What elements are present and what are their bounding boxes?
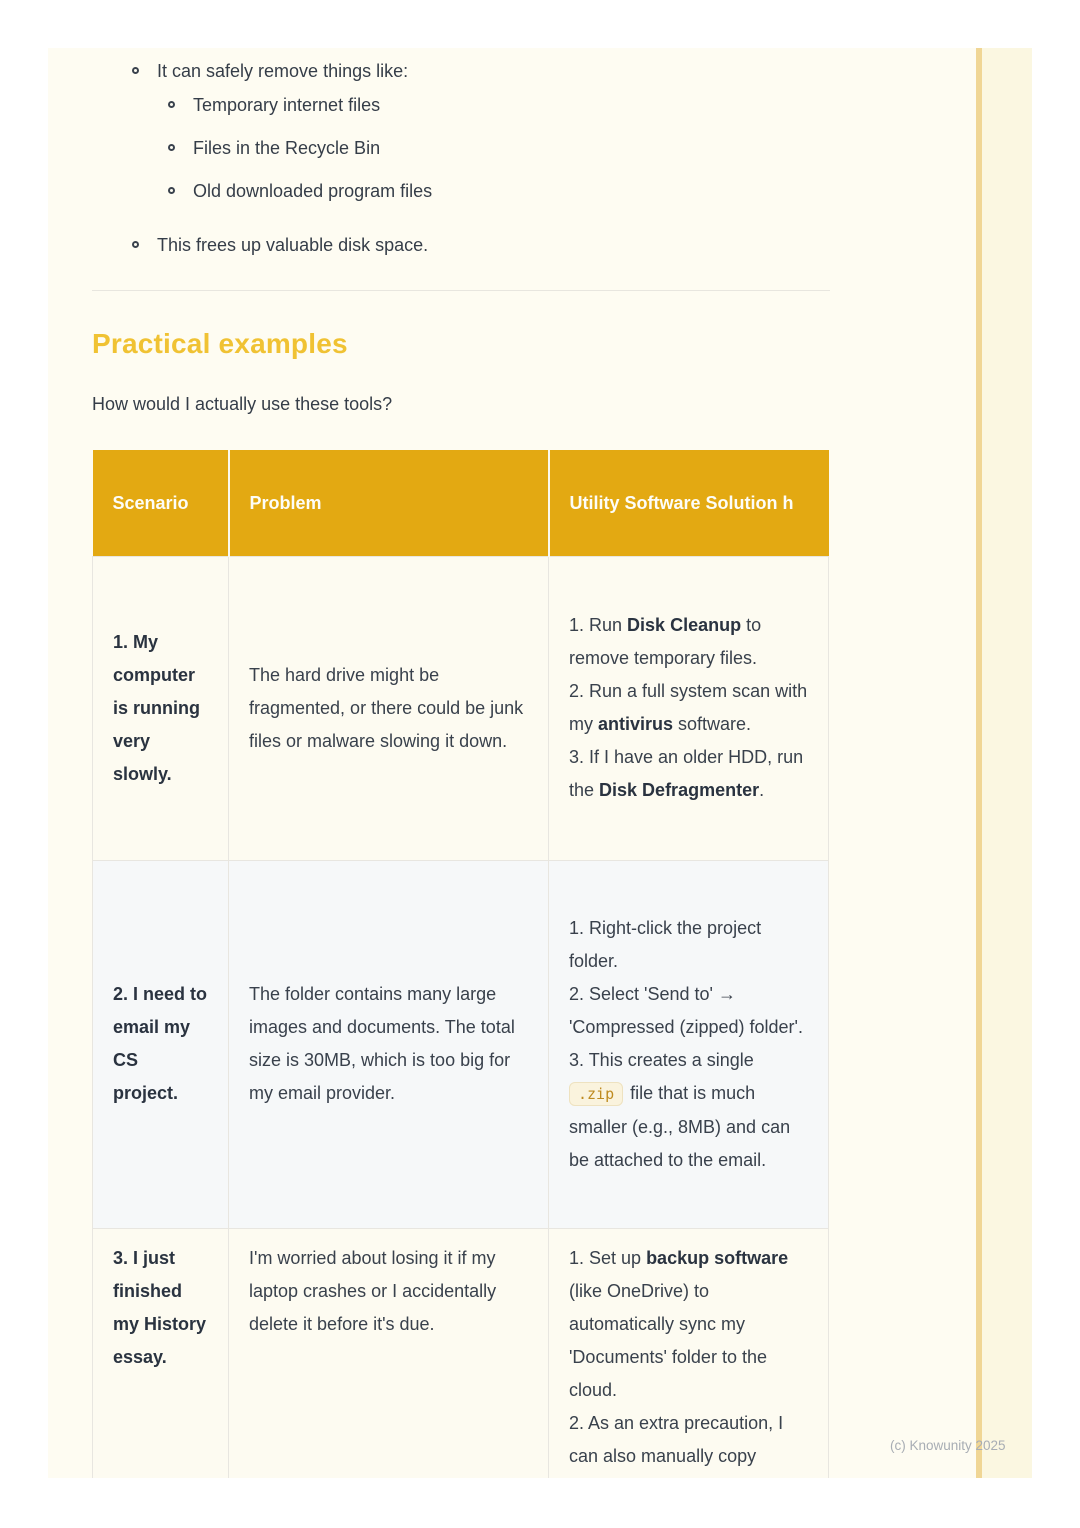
bullet-icon: [168, 144, 175, 151]
table-header: [93, 450, 829, 556]
problem-cell: The folder contains many large images and documents. The total size is 30MB, which is too big for my email provider.: [229, 860, 549, 1228]
list-item: [168, 178, 830, 204]
section-divider: [92, 290, 830, 291]
list-item-text: Old downloaded program files: [193, 181, 433, 201]
problem-cell: I'm worried about losing it if my laptop crashes or I accidentally delete it before it's due.: [229, 1228, 549, 1478]
header-cell-problem: Problem: [229, 450, 549, 556]
list-item-text: This frees up valuable disk space.: [157, 235, 429, 255]
solution-line: 1. Run Disk Cleanup to remove temporary files.: [569, 615, 762, 668]
problem-cell: The hard drive might be fragmented, or there could be junk files or malware slowing it down.: [229, 556, 549, 860]
scenario-cell: 1. My computer is running very slowly.: [93, 556, 229, 860]
solution-line: 1. Right-click the project folder.: [569, 917, 762, 971]
scenario-cell: 2. I need to email my CS project.: [93, 860, 229, 1228]
list-item: [132, 232, 830, 258]
solution-line: 2. Run a full system scan with my antivirus software.: [569, 681, 808, 734]
solution-cell: [549, 556, 829, 860]
bullet-icon: [168, 187, 175, 194]
sub-list: [168, 92, 830, 204]
solution-line: 1. Set up backup software (like OneDrive) to automatically sync my 'Documents' folder to the cloud.: [569, 1247, 789, 1400]
table-row: [93, 1228, 829, 1478]
code-chip: .zip: [569, 1082, 623, 1106]
table-row: [93, 860, 829, 1228]
document-page: [48, 48, 1032, 1478]
solution-line: 2. As an extra precaution, I can also manually copy: [569, 1412, 784, 1466]
list-item-text: Temporary internet files: [193, 95, 381, 115]
header-cell-scenario: Scenario: [93, 450, 229, 556]
solution-line: 2. Select 'Send to' → 'Compressed (zipped) folder'.: [569, 983, 803, 1037]
section-heading: Practical examples: [92, 328, 348, 359]
bullet-icon: [168, 101, 175, 108]
solution-line: 3. If I have an older HDD, run the Disk Defragmenter.: [569, 747, 804, 800]
list-item: [168, 135, 830, 161]
solution-line: 3. This creates a single .zip file that is much smaller (e.g., 8MB) and can be attached to the email.: [569, 1049, 791, 1170]
solution-cell: [549, 1228, 829, 1478]
bullet-icon: [132, 241, 139, 248]
solution-cell: [549, 860, 829, 1228]
intro-text: How would I actually use these tools?: [92, 394, 393, 414]
page-content: [92, 48, 830, 1478]
list-item-text: It can safely remove things like:: [157, 61, 409, 81]
list-item: [132, 58, 830, 84]
scenario-cell: 3. I just finished my History essay.: [93, 1228, 229, 1478]
bullet-icon: [132, 67, 139, 74]
list-item-text: Files in the Recycle Bin: [193, 138, 381, 158]
list-item: [168, 92, 830, 118]
header-cell-solution: Utility Software Solution h: [549, 450, 829, 556]
examples-table: [92, 450, 829, 1478]
right-accent-panel: [982, 48, 1032, 1478]
copyright-watermark: (c) Knowunity 2025: [890, 1438, 1006, 1453]
table-row: [93, 556, 829, 860]
